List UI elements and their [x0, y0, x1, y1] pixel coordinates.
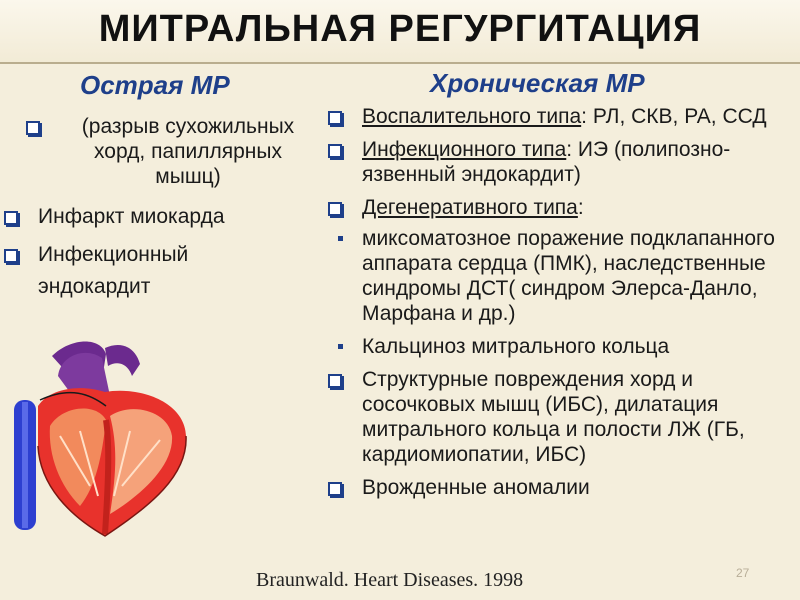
source-citation: Braunwald. Heart Diseases. 1998	[256, 569, 524, 591]
slide-title: МИТРАЛЬНАЯ РЕГУРГИТАЦИЯ	[98, 8, 702, 50]
heart-illustration	[10, 336, 200, 541]
title-divider	[0, 62, 800, 64]
sub-list-item: миксоматозное поражение подклапанного аппарата сердца (ПМК), наследственные синдромы ДСТ( синдром Элерса-Данло, Марфана и др.)	[324, 226, 794, 326]
chronic-mr-list	[324, 104, 794, 510]
heart-icon	[14, 341, 186, 536]
bullet-icon	[4, 249, 18, 263]
bullet-icon	[4, 211, 18, 225]
sub-list-item: Кальциноз митрального кольца	[324, 334, 794, 359]
bullet-dot-icon	[338, 236, 343, 241]
list-item: Инфаркт миокарда	[0, 204, 300, 229]
bullet-icon	[328, 482, 342, 496]
acute-mr-list	[22, 114, 314, 199]
list-item: Инфекционный эндокардит	[0, 239, 248, 303]
list-item: Врожденные аномалии	[324, 475, 794, 500]
list-item: Дегенеративного типа:	[324, 195, 794, 220]
bullet-dot-icon	[338, 344, 343, 349]
bullet-icon	[328, 144, 342, 158]
list-item: Воспалительного типа: РЛ, СКВ, РА, ССД	[324, 104, 794, 129]
acute-mr-list-2	[0, 204, 300, 313]
list-item: Инфекционного типа: ИЭ (полипозно-язвенный эндокардит)	[324, 137, 794, 187]
bullet-icon	[328, 374, 342, 388]
bullet-icon	[328, 111, 342, 125]
acute-mr-heading: Острая МР	[80, 70, 230, 100]
chronic-mr-heading: Хроническая МР	[430, 68, 645, 98]
list-item: (разрыв сухожильных хорд, папиллярных мышц)	[22, 114, 314, 189]
bullet-icon	[26, 121, 40, 135]
bullet-icon	[328, 202, 342, 216]
list-item: Структурные повреждения хорд и сосочковых мышц (ИБС), дилатация митрального кольца и полости ЛЖ (ГБ, кардиомиопатии, ИБС)	[324, 367, 794, 467]
page-number: 27	[736, 566, 750, 580]
